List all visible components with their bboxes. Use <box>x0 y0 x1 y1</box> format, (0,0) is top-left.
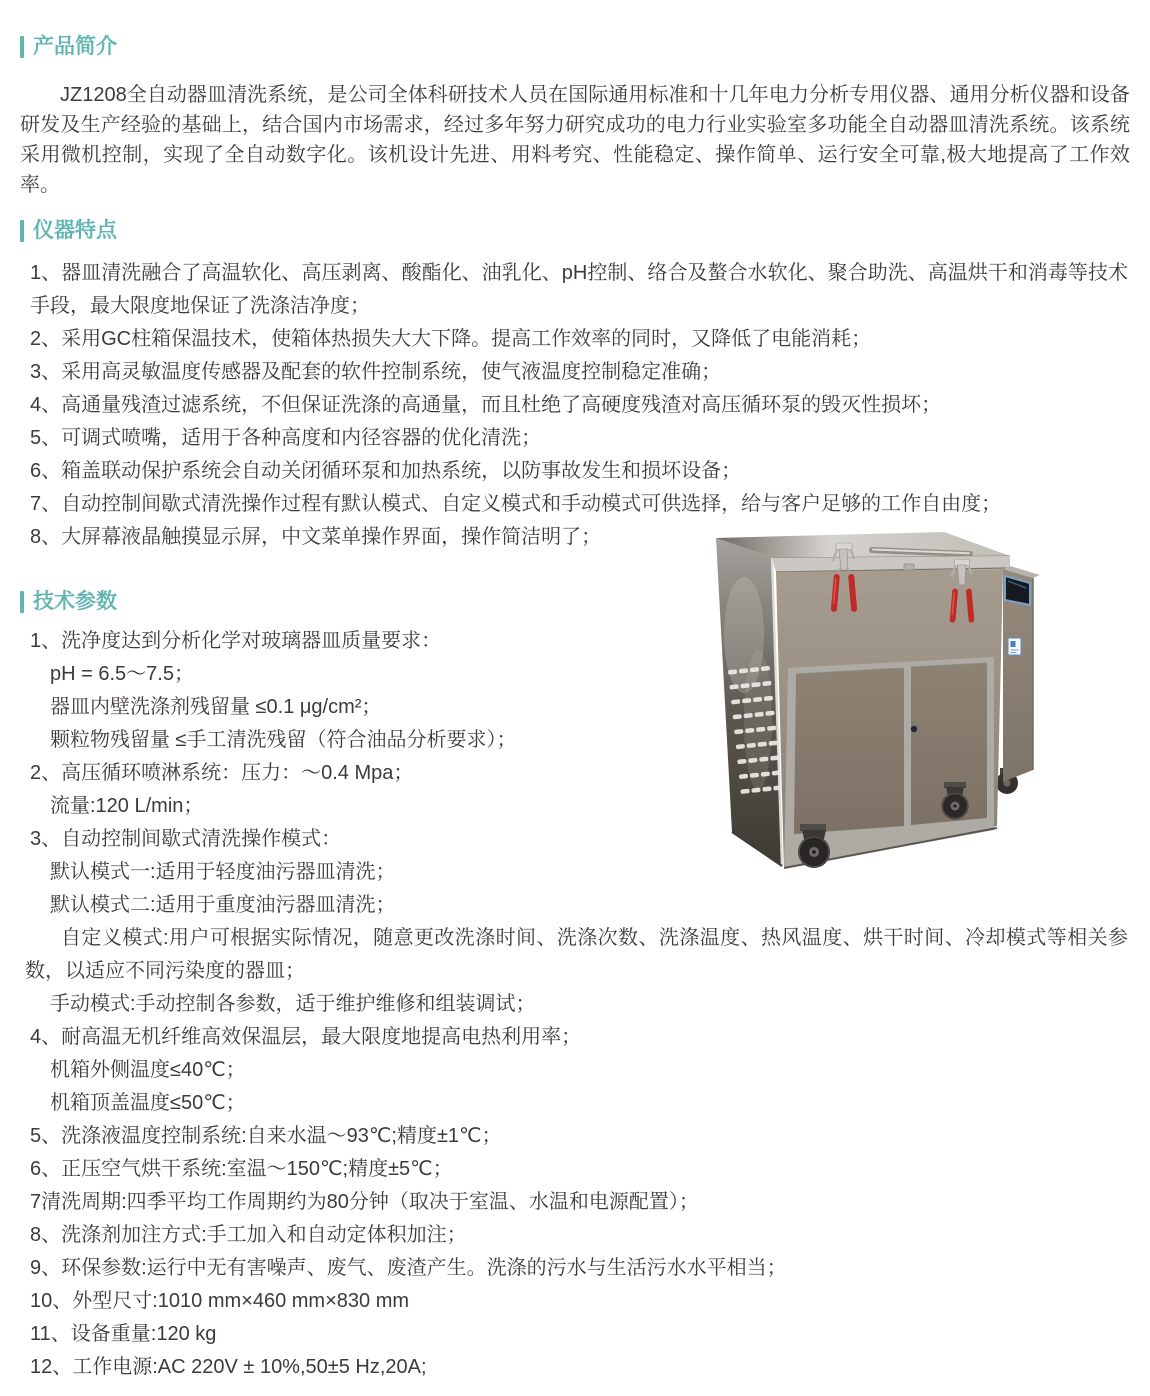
spec-line: 12、工作电源:AC 220V ± 10%,50±5 Hz,20A; <box>30 1356 427 1378</box>
feature-item: 8、大屏幕液晶触摸显示屏，中文菜单操作界面，操作简洁明了； <box>30 526 602 548</box>
product-datasheet-page <box>0 33 1150 1396</box>
caster-front-right <box>942 782 969 820</box>
feature-item: 2、采用GC柱箱保温技术，使箱体热损失大大下降。提高工作效率的同时，又降低了电能消耗； <box>30 328 872 350</box>
section-title-text: 产品简介 <box>33 35 117 58</box>
spec-line: 2、高压循环喷淋系统：压力：～0.4 Mpa； <box>30 762 414 784</box>
door-left <box>794 668 904 834</box>
spec-line: 手动模式:手动控制各参数，适于维护维修和组装调试； <box>50 993 536 1015</box>
title-accent-bar <box>20 36 24 58</box>
section-title-text: 技术参数 <box>33 590 117 613</box>
product-photo <box>692 530 1150 888</box>
spec-line: 5、洗涤液温度控制系统:自来水温～93℃;精度±1℃； <box>30 1125 502 1147</box>
spec-line: 机箱外侧温度≤40℃； <box>50 1059 246 1081</box>
section-title-features <box>20 217 1150 245</box>
section-title-text: 仪器特点 <box>33 219 117 242</box>
title-accent-bar <box>20 591 24 613</box>
spec-line: 自定义模式:用户可根据实际情况，随意更改洗涤时间、洗涤次数、洗涤温度、热风温度、烘干时间、冷却模式等相关参数，以适应不同污染度的器皿； <box>25 927 1128 982</box>
control-panel <box>1003 566 1040 782</box>
feature-item: 3、采用高灵敏温度传感器及配套的软件控制系统，使气液温度控制稳定准确； <box>30 361 722 383</box>
title-accent-bar <box>20 220 24 242</box>
lid-latch-plate <box>904 564 914 570</box>
spec-line: 6、正压空气烘干系统:室温～150℃;精度±5℃； <box>30 1158 453 1180</box>
section-intro <box>0 33 1150 200</box>
spec-line: 10、外型尺寸:1010 mm×460 mm×830 mm <box>30 1290 410 1312</box>
caster-front-left <box>798 824 830 868</box>
feature-list <box>30 257 1128 554</box>
spec-line: 11、设备重量:120 kg <box>30 1323 217 1345</box>
spec-line: 8、洗涤剂加注方式:手工加入和自动定体积加注； <box>30 1224 467 1246</box>
spec-line: 9、环保参数:运行中无有害噪声、废气、废渣产生。洗涤的污水与生活污水水平相当； <box>30 1257 787 1279</box>
spec-line: 4、耐高温无机纤维高效保温层，最大限度地提高电热利用率； <box>30 1026 582 1048</box>
spec-line: 3、自动控制间歇式清洗操作模式： <box>30 828 342 850</box>
keyhole <box>911 726 917 732</box>
intro-paragraph: JZ1208全自动器皿清洗系统，是公司全体科研技术人员在国际通用标准和十几年电力分析专用仪器、通用分析仪器和设备研发及生产经验的基础上，结合国内市场需求，经过多年努力研究成功的电力行业实验室多功能全自动器皿清洗系统。该系统采用微机控制，实现了全自动数字化。该机设计先进、用料考究、性能稳定、操作简单、运行安全可靠,极大地提高了工作效率。 <box>20 84 1130 196</box>
spec-line: 机箱顶盖温度≤50℃； <box>50 1092 246 1114</box>
spec-line: pH = 6.5～7.5； <box>50 663 194 685</box>
spec-line: 默认模式一:适用于轻度油污器皿清洗； <box>50 861 396 883</box>
spec-line: 颗粒物残留量 ≤手工清洗残留（符合油品分析要求）； <box>50 729 517 751</box>
label-sticker <box>1008 638 1021 655</box>
spec-line: 流量:120 L/min； <box>50 795 204 817</box>
feature-item: 5、可调式喷嘴，适用于各种高度和内径容器的优化清洗； <box>30 427 542 449</box>
section-features <box>0 217 1150 554</box>
feature-item: 7、自动控制间歇式清洗操作过程有默认模式、自定义模式和手动模式可供选择，给与客户足够的工作自由度； <box>30 493 1002 515</box>
machine-illustration <box>692 530 1150 888</box>
feature-item: 6、箱盖联动保护系统会自动关闭循环泵和加热系统，以防事故发生和损坏设备； <box>30 460 742 482</box>
spec-line: 7清洗周期:四季平均工作周期约为80分钟（取决于室温、水温和电源配置）； <box>30 1191 699 1213</box>
spec-line: 1、洗净度达到分析化学对玻璃器皿质量要求： <box>30 630 442 652</box>
feature-item: 4、高通量残渣过滤系统，不但保证洗涤的高通量，而且杜绝了高硬度残渣对高压循环泵的毁灭性损坏； <box>30 394 942 416</box>
section-title-intro <box>20 33 1150 61</box>
spec-line: 器皿内壁洗涤剂残留量 ≤0.1 μg/cm²； <box>50 696 382 718</box>
spec-line: 默认模式二:适用于重度油污器皿清洗； <box>50 894 396 916</box>
feature-item: 1、器皿清洗融合了高温软化、高压剥离、酸酯化、油乳化、pH控制、络合及螯合水软化、聚合助洗、高温烘干和消毒等技术手段，最大限度地保证了洗涤洁净度； <box>30 262 1128 317</box>
